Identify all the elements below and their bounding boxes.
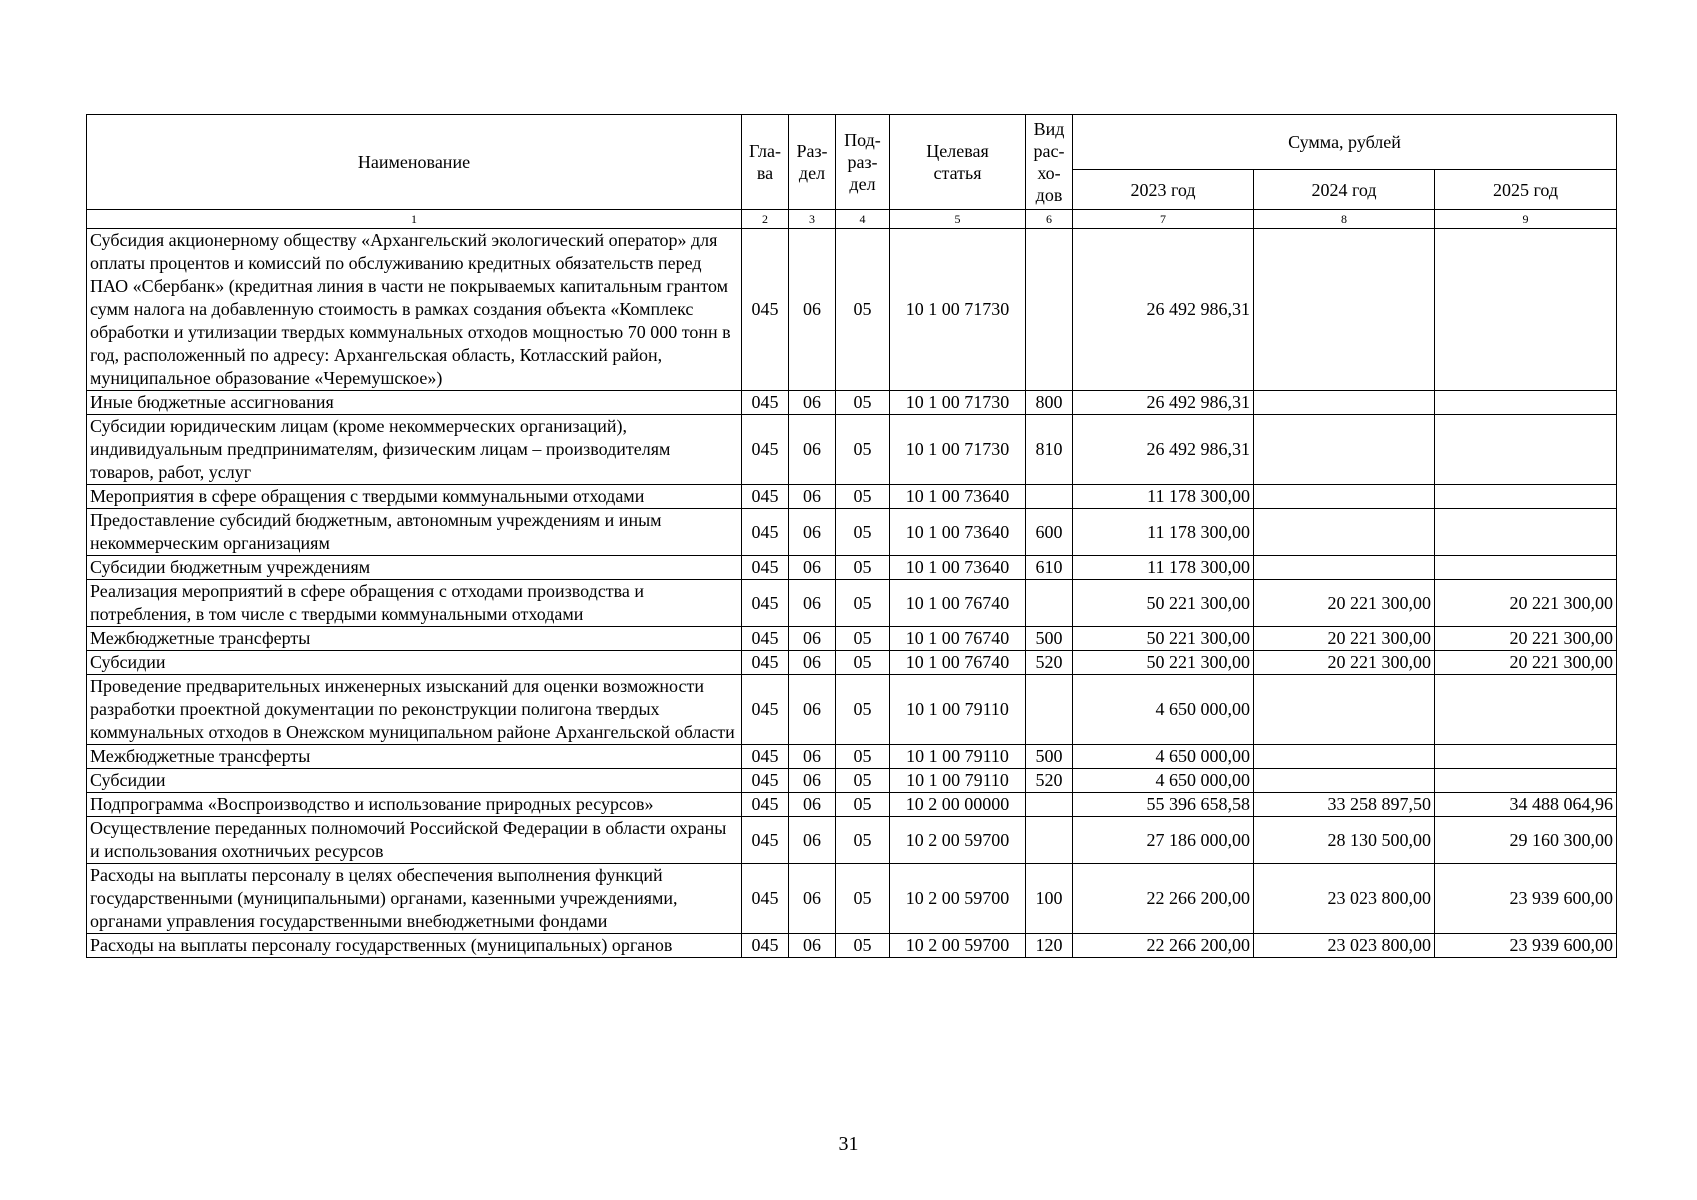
row-name: Реализация мероприятий в сфере обращения с отходами производства и потребления, в том числе с твердыми коммунальными отходами bbox=[87, 580, 742, 627]
table-row bbox=[87, 745, 1617, 769]
header-glava: Гла- ва bbox=[742, 115, 789, 210]
header-podrazdel: Под- раз- дел bbox=[836, 115, 890, 210]
column-number: 9 bbox=[1435, 210, 1617, 229]
row-sum-2024 bbox=[1254, 509, 1435, 556]
row-celevaya-statya: 10 1 00 76740 bbox=[890, 580, 1026, 627]
row-celevaya-statya: 10 1 00 71730 bbox=[890, 229, 1026, 391]
row-celevaya-statya: 10 1 00 73640 bbox=[890, 556, 1026, 580]
row-podrazdel: 05 bbox=[836, 745, 890, 769]
row-name: Иные бюджетные ассигнования bbox=[87, 391, 742, 415]
row-razdel: 06 bbox=[789, 485, 836, 509]
row-sum-2025 bbox=[1435, 769, 1617, 793]
row-glava: 045 bbox=[742, 229, 789, 391]
row-celevaya-statya: 10 2 00 59700 bbox=[890, 864, 1026, 934]
row-glava: 045 bbox=[742, 793, 789, 817]
row-glava: 045 bbox=[742, 745, 789, 769]
row-name: Субсидии бюджетным учреждениям bbox=[87, 556, 742, 580]
row-vid-rashodov: 600 bbox=[1026, 509, 1073, 556]
row-razdel: 06 bbox=[789, 864, 836, 934]
row-celevaya-statya: 10 1 00 76740 bbox=[890, 651, 1026, 675]
row-celevaya-statya: 10 1 00 71730 bbox=[890, 415, 1026, 485]
row-glava: 045 bbox=[742, 769, 789, 793]
row-vid-rashodov: 520 bbox=[1026, 769, 1073, 793]
header-celevaya-statya: Целевая статья bbox=[890, 115, 1026, 210]
row-vid-rashodov bbox=[1026, 485, 1073, 509]
row-sum-2024: 33 258 897,50 bbox=[1254, 793, 1435, 817]
page-number: 31 bbox=[838, 1133, 859, 1155]
row-sum-2023: 11 178 300,00 bbox=[1073, 485, 1254, 509]
row-podrazdel: 05 bbox=[836, 580, 890, 627]
column-number: 4 bbox=[836, 210, 890, 229]
row-sum-2024: 20 221 300,00 bbox=[1254, 651, 1435, 675]
row-name: Расходы на выплаты персоналу государственных (муниципальных) органов bbox=[87, 934, 742, 958]
row-name: Осуществление переданных полномочий Российской Федерации в области охраны и использования охотничьих ресурсов bbox=[87, 817, 742, 864]
row-vid-rashodov: 500 bbox=[1026, 745, 1073, 769]
row-glava: 045 bbox=[742, 415, 789, 485]
row-celevaya-statya: 10 1 00 71730 bbox=[890, 391, 1026, 415]
row-razdel: 06 bbox=[789, 415, 836, 485]
row-sum-2024: 23 023 800,00 bbox=[1254, 934, 1435, 958]
column-number: 6 bbox=[1026, 210, 1073, 229]
row-glava: 045 bbox=[742, 580, 789, 627]
row-sum-2024 bbox=[1254, 675, 1435, 745]
row-vid-rashodov: 100 bbox=[1026, 864, 1073, 934]
row-celevaya-statya: 10 1 00 73640 bbox=[890, 485, 1026, 509]
row-sum-2024 bbox=[1254, 485, 1435, 509]
row-sum-2023: 26 492 986,31 bbox=[1073, 229, 1254, 391]
row-sum-2025 bbox=[1435, 556, 1617, 580]
row-glava: 045 bbox=[742, 391, 789, 415]
column-number: 8 bbox=[1254, 210, 1435, 229]
row-vid-rashodov: 810 bbox=[1026, 415, 1073, 485]
row-celevaya-statya: 10 1 00 79110 bbox=[890, 745, 1026, 769]
column-number-row bbox=[87, 210, 1617, 229]
row-razdel: 06 bbox=[789, 509, 836, 556]
row-glava: 045 bbox=[742, 627, 789, 651]
column-number: 7 bbox=[1073, 210, 1254, 229]
row-celevaya-statya: 10 1 00 79110 bbox=[890, 769, 1026, 793]
row-glava: 045 bbox=[742, 556, 789, 580]
row-sum-2024: 20 221 300,00 bbox=[1254, 580, 1435, 627]
row-sum-2023: 11 178 300,00 bbox=[1073, 556, 1254, 580]
column-number: 2 bbox=[742, 210, 789, 229]
budget-table bbox=[86, 114, 1617, 958]
row-glava: 045 bbox=[742, 651, 789, 675]
row-razdel: 06 bbox=[789, 229, 836, 391]
row-podrazdel: 05 bbox=[836, 556, 890, 580]
row-razdel: 06 bbox=[789, 556, 836, 580]
row-sum-2024 bbox=[1254, 229, 1435, 391]
header-vid-rashodov: Вид рас- хо- дов bbox=[1026, 115, 1073, 210]
row-sum-2023: 50 221 300,00 bbox=[1073, 651, 1254, 675]
row-glava: 045 bbox=[742, 864, 789, 934]
row-sum-2025 bbox=[1435, 509, 1617, 556]
table-row bbox=[87, 651, 1617, 675]
row-razdel: 06 bbox=[789, 745, 836, 769]
row-razdel: 06 bbox=[789, 391, 836, 415]
row-sum-2024 bbox=[1254, 745, 1435, 769]
row-name: Межбюджетные трансферты bbox=[87, 627, 742, 651]
row-glava: 045 bbox=[742, 817, 789, 864]
row-glava: 045 bbox=[742, 675, 789, 745]
row-vid-rashodov: 800 bbox=[1026, 391, 1073, 415]
row-sum-2023: 4 650 000,00 bbox=[1073, 745, 1254, 769]
row-sum-2023: 22 266 200,00 bbox=[1073, 864, 1254, 934]
row-sum-2023: 4 650 000,00 bbox=[1073, 769, 1254, 793]
table-row bbox=[87, 817, 1617, 864]
row-vid-rashodov bbox=[1026, 229, 1073, 391]
row-name: Мероприятия в сфере обращения с твердыми коммунальными отходами bbox=[87, 485, 742, 509]
table-row bbox=[87, 793, 1617, 817]
row-sum-2025 bbox=[1435, 415, 1617, 485]
row-sum-2023: 26 492 986,31 bbox=[1073, 391, 1254, 415]
row-podrazdel: 05 bbox=[836, 509, 890, 556]
row-razdel: 06 bbox=[789, 934, 836, 958]
row-podrazdel: 05 bbox=[836, 415, 890, 485]
table-row bbox=[87, 556, 1617, 580]
column-number: 1 bbox=[87, 210, 742, 229]
row-sum-2023: 55 396 658,58 bbox=[1073, 793, 1254, 817]
row-sum-2025 bbox=[1435, 675, 1617, 745]
header-summa: Сумма, рублей bbox=[1073, 115, 1617, 170]
row-name: Субсидии bbox=[87, 769, 742, 793]
row-sum-2025 bbox=[1435, 391, 1617, 415]
row-razdel: 06 bbox=[789, 580, 836, 627]
table-row bbox=[87, 391, 1617, 415]
table-row bbox=[87, 627, 1617, 651]
row-podrazdel: 05 bbox=[836, 864, 890, 934]
table-row bbox=[87, 509, 1617, 556]
row-sum-2024 bbox=[1254, 391, 1435, 415]
row-name: Предоставление субсидий бюджетным, автономным учреждениям и иным некоммерческим организациям bbox=[87, 509, 742, 556]
row-vid-rashodov bbox=[1026, 793, 1073, 817]
row-celevaya-statya: 10 1 00 79110 bbox=[890, 675, 1026, 745]
table-row bbox=[87, 675, 1617, 745]
row-razdel: 06 bbox=[789, 651, 836, 675]
row-sum-2023: 11 178 300,00 bbox=[1073, 509, 1254, 556]
row-sum-2023: 27 186 000,00 bbox=[1073, 817, 1254, 864]
row-sum-2024 bbox=[1254, 556, 1435, 580]
row-vid-rashodov bbox=[1026, 675, 1073, 745]
column-number: 3 bbox=[789, 210, 836, 229]
row-podrazdel: 05 bbox=[836, 934, 890, 958]
row-name: Субсидия акционерному обществу «Архангельский экологический оператор» для оплаты процентов и комиссий по обслуживанию кредитных обязательств перед ПАО «Сбербанк» (кредитная линия в части не покрываемых капитальным грантом сумм налога на добавленную стоимость в рамках создания объекта «Комплекс обработки и утилизации твердых коммунальных отходов мощностью 70 000 тонн в год, расположенный по адресу: Архангельская область, Котласский район, муниципальное образование «Черемушское») bbox=[87, 229, 742, 391]
row-glava: 045 bbox=[742, 934, 789, 958]
row-sum-2023: 50 221 300,00 bbox=[1073, 627, 1254, 651]
row-sum-2025 bbox=[1435, 485, 1617, 509]
row-celevaya-statya: 10 2 00 59700 bbox=[890, 934, 1026, 958]
table-row bbox=[87, 864, 1617, 934]
row-sum-2025: 29 160 300,00 bbox=[1435, 817, 1617, 864]
row-sum-2025: 34 488 064,96 bbox=[1435, 793, 1617, 817]
row-podrazdel: 05 bbox=[836, 229, 890, 391]
row-podrazdel: 05 bbox=[836, 391, 890, 415]
row-celevaya-statya: 10 1 00 76740 bbox=[890, 627, 1026, 651]
row-name: Расходы на выплаты персоналу в целях обеспечения выполнения функций государственными (муниципальными) органами, казенными учреждениями, органами управления государственными внебюджетными фондами bbox=[87, 864, 742, 934]
row-sum-2025: 20 221 300,00 bbox=[1435, 580, 1617, 627]
row-sum-2025: 20 221 300,00 bbox=[1435, 627, 1617, 651]
row-name: Проведение предварительных инженерных изысканий для оценки возможности разработки проектной документации по реконструкции полигона твердых коммунальных отходов в Онежском муниципальном районе Архангельской области bbox=[87, 675, 742, 745]
table-row bbox=[87, 229, 1617, 391]
table-row bbox=[87, 485, 1617, 509]
row-podrazdel: 05 bbox=[836, 793, 890, 817]
row-celevaya-statya: 10 2 00 59700 bbox=[890, 817, 1026, 864]
row-podrazdel: 05 bbox=[836, 769, 890, 793]
row-sum-2025 bbox=[1435, 745, 1617, 769]
row-podrazdel: 05 bbox=[836, 627, 890, 651]
row-name: Субсидии bbox=[87, 651, 742, 675]
row-sum-2024: 23 023 800,00 bbox=[1254, 864, 1435, 934]
row-sum-2023: 22 266 200,00 bbox=[1073, 934, 1254, 958]
row-sum-2025: 20 221 300,00 bbox=[1435, 651, 1617, 675]
row-razdel: 06 bbox=[789, 769, 836, 793]
table-row bbox=[87, 415, 1617, 485]
row-podrazdel: 05 bbox=[836, 817, 890, 864]
row-name: Межбюджетные трансферты bbox=[87, 745, 742, 769]
row-podrazdel: 05 bbox=[836, 485, 890, 509]
row-sum-2025: 23 939 600,00 bbox=[1435, 934, 1617, 958]
row-podrazdel: 05 bbox=[836, 675, 890, 745]
table-row bbox=[87, 580, 1617, 627]
header-name: Наименование bbox=[87, 115, 742, 210]
row-glava: 045 bbox=[742, 509, 789, 556]
row-sum-2025 bbox=[1435, 229, 1617, 391]
row-celevaya-statya: 10 1 00 73640 bbox=[890, 509, 1026, 556]
table-row bbox=[87, 769, 1617, 793]
row-sum-2025: 23 939 600,00 bbox=[1435, 864, 1617, 934]
row-sum-2023: 50 221 300,00 bbox=[1073, 580, 1254, 627]
header-razdel: Раз- дел bbox=[789, 115, 836, 210]
row-vid-rashodov: 120 bbox=[1026, 934, 1073, 958]
row-name: Субсидии юридическим лицам (кроме некоммерческих организаций), индивидуальным предпринимателям, физическим лицам – производителям товаров, работ, услуг bbox=[87, 415, 742, 485]
row-sum-2023: 26 492 986,31 bbox=[1073, 415, 1254, 485]
row-razdel: 06 bbox=[789, 627, 836, 651]
row-vid-rashodov: 610 bbox=[1026, 556, 1073, 580]
row-sum-2024: 20 221 300,00 bbox=[1254, 627, 1435, 651]
row-vid-rashodov bbox=[1026, 580, 1073, 627]
row-sum-2024 bbox=[1254, 415, 1435, 485]
row-vid-rashodov: 520 bbox=[1026, 651, 1073, 675]
table-body bbox=[87, 229, 1617, 958]
header-year-2025: 2025 год bbox=[1435, 170, 1617, 210]
row-vid-rashodov: 500 bbox=[1026, 627, 1073, 651]
row-razdel: 06 bbox=[789, 793, 836, 817]
row-sum-2024: 28 130 500,00 bbox=[1254, 817, 1435, 864]
row-podrazdel: 05 bbox=[836, 651, 890, 675]
header-year-2024: 2024 год bbox=[1254, 170, 1435, 210]
row-vid-rashodov bbox=[1026, 817, 1073, 864]
column-number: 5 bbox=[890, 210, 1026, 229]
row-razdel: 06 bbox=[789, 675, 836, 745]
header-year-2023: 2023 год bbox=[1073, 170, 1254, 210]
row-sum-2023: 4 650 000,00 bbox=[1073, 675, 1254, 745]
row-name: Подпрограмма «Воспроизводство и использование природных ресурсов» bbox=[87, 793, 742, 817]
row-celevaya-statya: 10 2 00 00000 bbox=[890, 793, 1026, 817]
table-row bbox=[87, 934, 1617, 958]
row-sum-2024 bbox=[1254, 769, 1435, 793]
row-razdel: 06 bbox=[789, 817, 836, 864]
row-glava: 045 bbox=[742, 485, 789, 509]
